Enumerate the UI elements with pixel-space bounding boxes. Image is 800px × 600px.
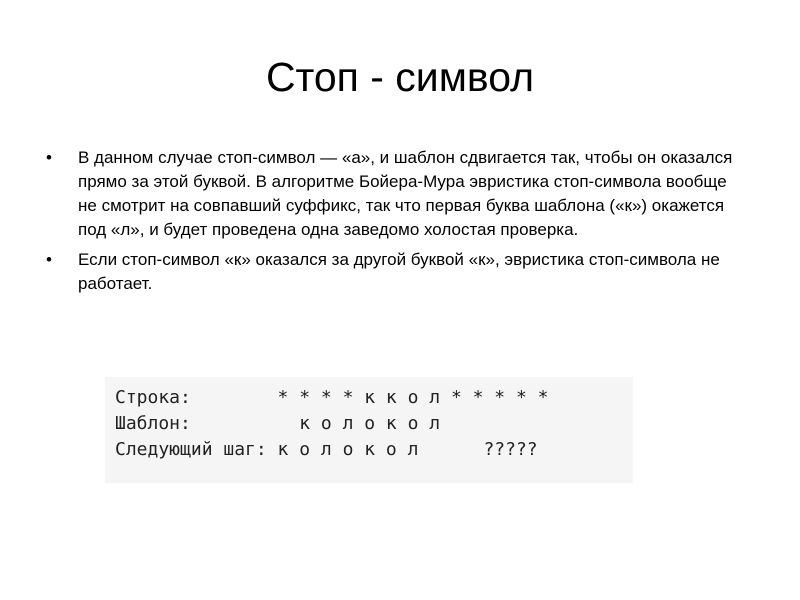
code-line-string: Строка: * * * * к к о л * * * * * [115, 387, 549, 408]
bullet-icon: • [46, 250, 52, 269]
bullet-item [40, 146, 750, 242]
bullet-item [40, 248, 750, 296]
bullet-text: Если стоп-символ «к» оказался за другой буквой «к», эвристика стоп-символа не работает. [78, 250, 720, 293]
code-block [105, 377, 633, 483]
bullet-icon: • [46, 148, 52, 167]
bullet-text: В данном случае стоп-символ — «а», и шаблон сдвигается так, чтобы он оказался прямо за этой буквой. В алгоритме Бойера-Мура эвристика стоп-символа вообще не смотрит на совпавший суффикс, так что первая буква шаблона («к») окажется под «л», и будет проведена одна заведомо холостая проверка. [78, 148, 733, 239]
code-line-pattern: Шаблон: к о л о к о л [115, 413, 441, 434]
bullet-list [40, 146, 750, 302]
code-line-next-step: Следующий шаг: к о л о к о л ????? [115, 439, 538, 460]
slide-title: Стоп - символ [265, 54, 535, 100]
